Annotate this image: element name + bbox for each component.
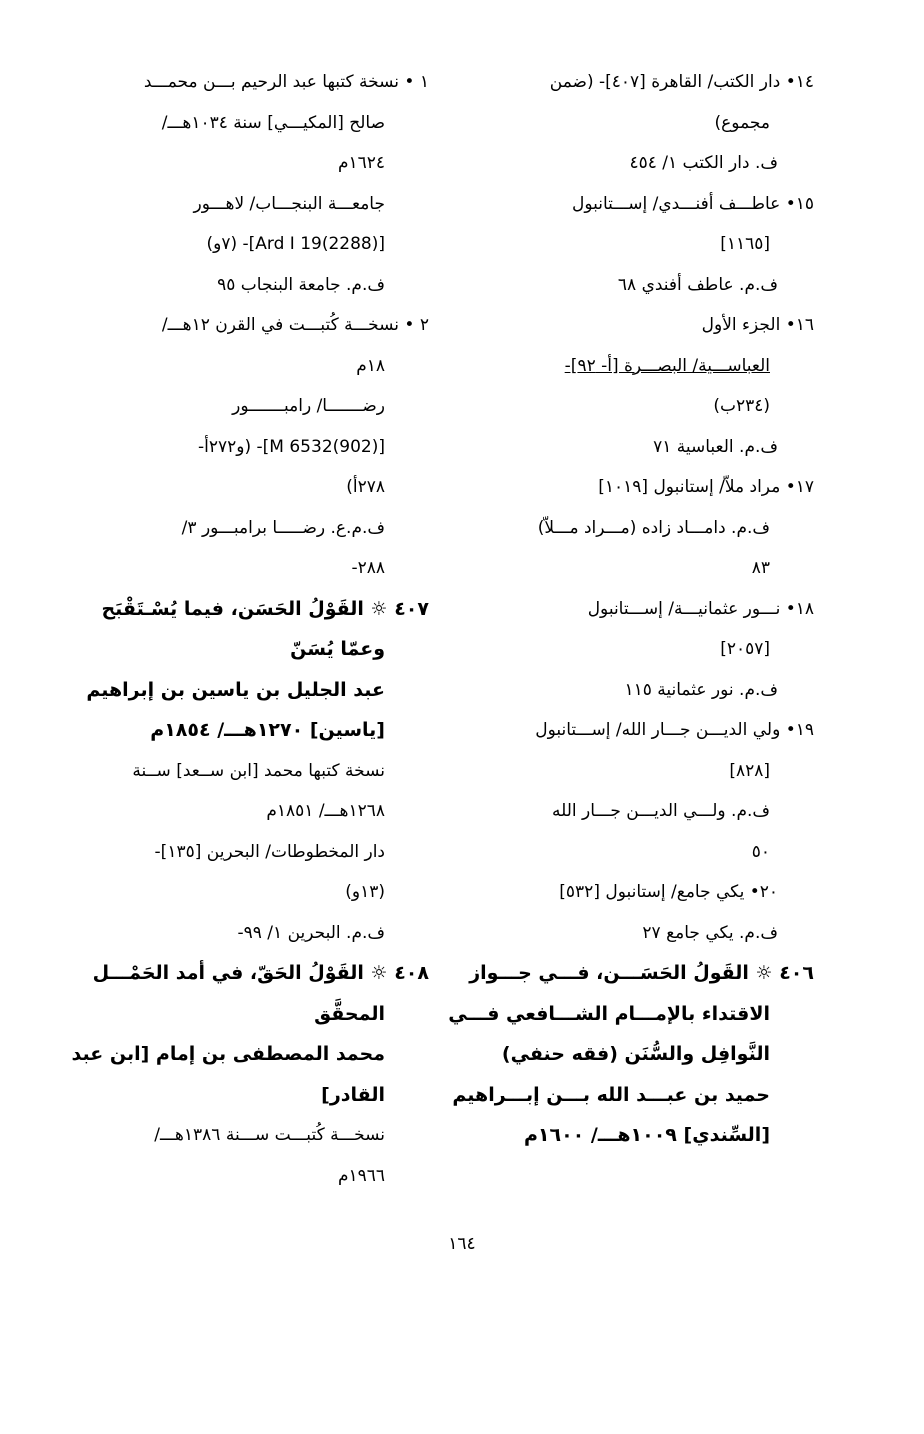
entry-heading-line: ٤٠٦ ☼ القَولُ الحَسَـــن، فـــي جـــواز: [469, 962, 814, 984]
text-line: (١٣و): [345, 882, 385, 902]
text-line: ١٨• نـــور عثمانيـــة/ إســـتانبول: [587, 598, 814, 619]
text-line: ١٩٦٦م: [337, 1165, 385, 1186]
entry-heading-line: ٤٠٧ ☼ القَوْلُ الحَسَن، فيما يُسْـتَقْبَح: [101, 597, 429, 620]
entry-heading-line: [ياسين] ١٢٧٠هـــ/ ١٨٥٤م: [150, 719, 385, 741]
page-number: ١٦٤: [448, 1234, 476, 1254]
entry-heading-line: وعمّا يُسَنّ: [290, 638, 385, 660]
text-line: ف.م. يكي جامع ٢٧: [642, 922, 778, 943]
text-line: (٢٣٤ب): [713, 396, 770, 416]
text-line: ١٦٢٤م: [337, 153, 385, 173]
text-line: ١٥• عاطـــف أفنـــدي/ إســـتانبول: [572, 193, 814, 214]
text-line: العباســـية/ البصـــرة [أ- ٩٢]-: [564, 355, 770, 376]
text-line: ٥٠: [751, 841, 770, 862]
entry-heading-line: القادر]: [321, 1083, 385, 1106]
entry-heading-line: [السِّندي] ١٠٠٩هـــ/ ١٦٠٠م: [523, 1124, 770, 1146]
text-line: ف.م.ع. رضـــــا برامبـــور ٣/: [181, 517, 385, 538]
text-line: صالح [المكيـــي] سنة ١٠٣٤هـــ/: [161, 112, 385, 133]
text-line: ١٧• مراد ملاّ/ إستانبول [١٠١٩]: [598, 477, 814, 497]
right-column: [448, 62, 814, 1156]
text-line: ١٩• ولي الديـــن جـــار الله/ إســـتانبول: [535, 720, 814, 740]
text-line: ٢ • نسخـــة كُتبـــت في القرن ١٢هـــ/: [161, 315, 429, 335]
text-line: ف.م. ولـــي الديـــن جـــار الله: [552, 801, 770, 821]
text-line: ١٨م: [356, 355, 385, 376]
text-line: ف.م. نور عثمانية ١١٥: [624, 679, 778, 700]
text-line: ٢٠• يكي جامع/ إستانبول [٥٣٢]: [559, 882, 778, 902]
text-line: [٨٢٨]: [729, 760, 770, 781]
entry-heading-line: محمد المصطفى بن إمام [ابن عبد: [71, 1043, 385, 1065]
text-line: ١٢٦٨هـــ/ ١٨٥١م: [266, 801, 385, 821]
text-line: رضـــــــا/ رامبـــــــور: [232, 396, 385, 416]
text-line: ١٤• دار الكتب/ القاهرة [٤٠٧]- (ضمن: [549, 72, 814, 92]
entry-heading-line: النَّوافِل والسُّنَن (فقه حنفي): [501, 1043, 770, 1065]
text-line: دار المخطوطات/ البحرين [١٣٥]-: [154, 841, 385, 862]
text-line: [M 6532(902)]- (و٢٧٢أ-: [198, 436, 385, 457]
left-column: [71, 62, 429, 1196]
text-line: ف.م. دامـــاد زاده (مـــراد مـــلاّ): [537, 517, 770, 538]
text-line: ١ • نسخة كتبها عبد الرحيم بـــن محمـــد: [143, 72, 429, 92]
text-line: ف.م. العباسية ٧١: [653, 436, 778, 457]
text-line: ف. دار الكتب ١/ ٤٥٤: [629, 153, 778, 173]
text-line: ١٦• الجزء الأول: [701, 315, 814, 335]
text-line: ف.م. جامعة البنجاب ٩٥: [217, 274, 385, 295]
text-line: ٢٨٨-: [351, 558, 385, 578]
text-line: نسخـــة كُتبـــت ســـنة ١٣٨٦هـــ/: [154, 1125, 385, 1145]
entry-heading-line: الاقتداء بالإمـــام الشـــافعي فـــي: [448, 1002, 770, 1025]
entry-heading-line: عبد الجليل بن ياسين بن إبراهيم: [86, 678, 385, 701]
entry-heading-line: المحقَّق: [314, 1002, 385, 1025]
entry-heading-line: حميد بن عبـــد الله بـــن إبـــراهيم: [452, 1083, 770, 1106]
text-line: [١١٦٥]: [720, 234, 770, 254]
text-line: ف.م. البحرين ١/ ٩٩-: [237, 922, 385, 943]
text-line: نسخة كتبها محمد [ابن ســعد] ســنة: [132, 760, 385, 781]
text-line: مجموع): [714, 112, 770, 133]
text-line: [٢٠٥٧]: [720, 639, 770, 659]
text-line: ٢٧٨أ): [346, 477, 385, 497]
text-line: جامعـــة البنجـــاب/ لاهـــور: [193, 193, 385, 214]
text-line: ٨٣: [751, 558, 770, 578]
entry-heading-line: ٤٠٨ ☼ القَوْلُ الحَقّ، في أمد الحَمْـــل: [92, 962, 429, 984]
text-line: ف.م. عاطف أفندي ٦٨: [617, 274, 778, 295]
text-line: [Ard I 19(2288)]- (٧و): [206, 234, 385, 254]
